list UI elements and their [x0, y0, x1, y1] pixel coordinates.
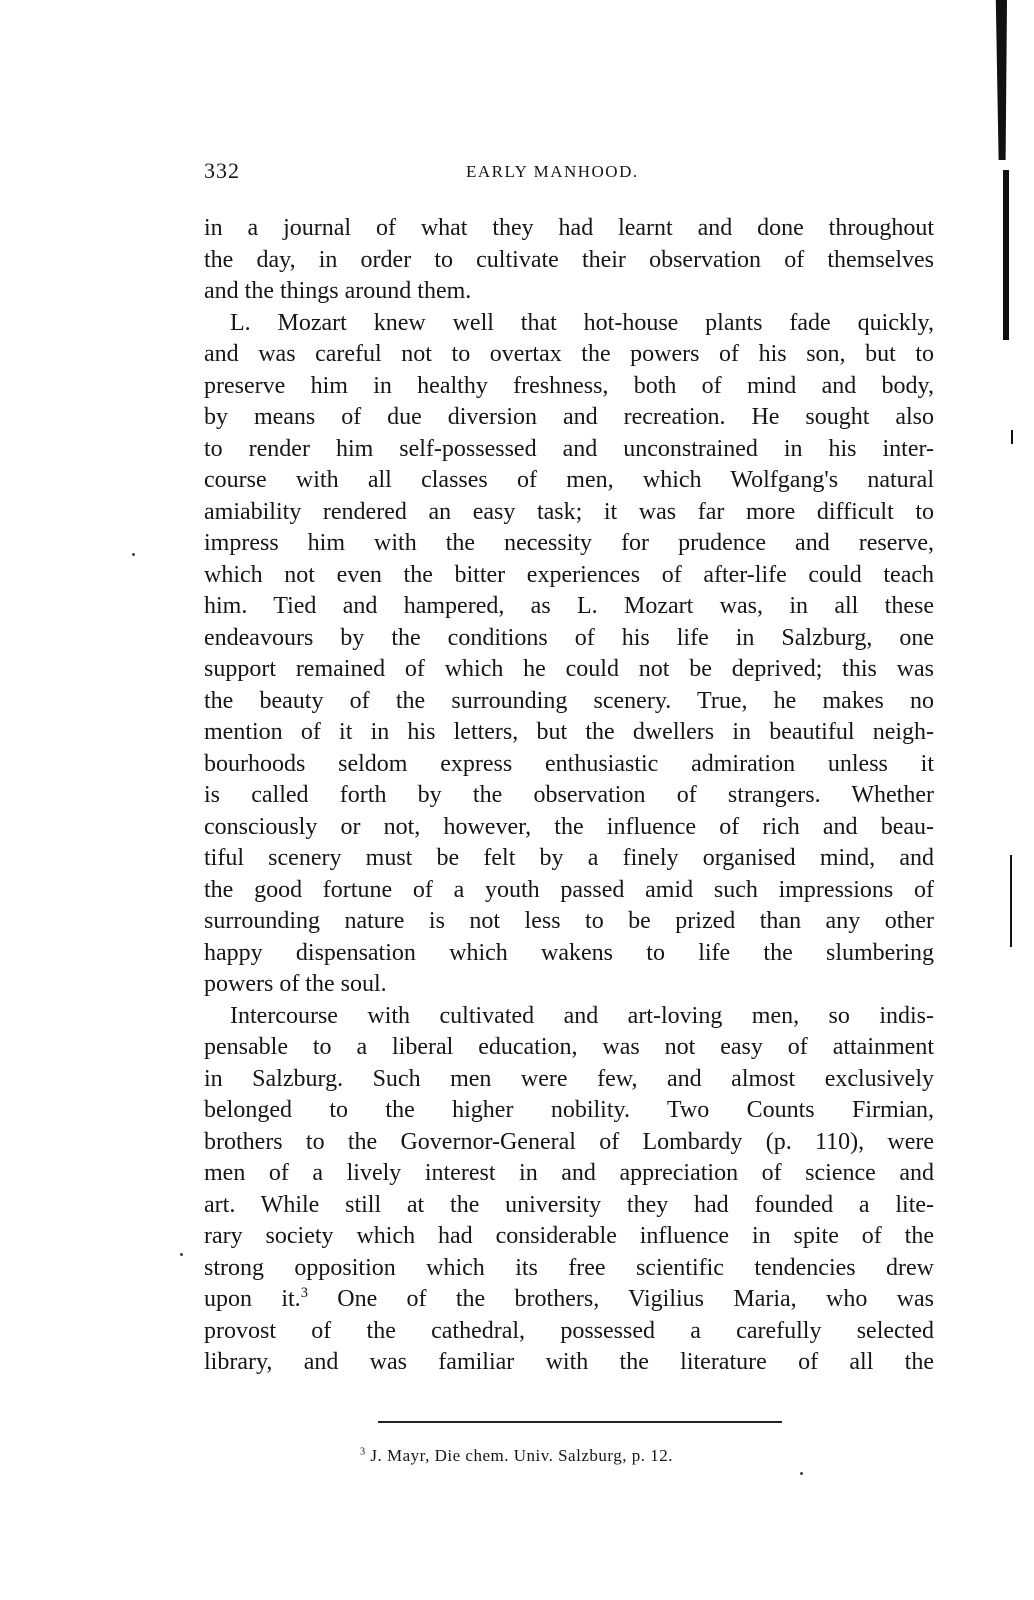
text-line: support remained of which he could not be deprived; this was [204, 656, 934, 682]
page-edge-mark [1003, 170, 1009, 340]
text-line: and was careful not to overtax the powers of his son, but to [204, 341, 934, 367]
text-line: strong opposition which its free scientific tendencies drew [204, 1254, 934, 1281]
footnote-text: J. Mayr, Die chem. Univ. Salzburg, p. 12. [370, 1446, 673, 1465]
text-line: art. While still at the university they had founded a lite- [204, 1191, 934, 1218]
text-line: powers of the soul. [204, 971, 387, 997]
page-edge-mark [993, 0, 1007, 160]
text-line: course with all classes of men, which Wolfgang's natural [204, 467, 934, 493]
text-line: mention of it in his letters, but the dwellers in beautiful neigh- [204, 719, 934, 745]
text-line: and the things around them. [204, 278, 472, 304]
text-line: the beauty of the surrounding scenery. True, he makes no [204, 687, 934, 714]
text-line: preserve him in healthy freshness, both of mind and body, [204, 372, 934, 399]
text-line: is called forth by the observation of strangers. Whether [204, 782, 934, 808]
text-line: consciously or not, however, the influence of rich and beau- [204, 813, 934, 840]
text-segment: One of the brothers, Vigilius Maria, who was [307, 1286, 934, 1312]
text-line: brothers to the Governor-General of Lombardy (p. 110), were [204, 1128, 934, 1155]
text-line: L. Mozart knew well that hot-house plants fade quickly, [230, 309, 934, 336]
text-line: amiability rendered an easy task; it was far more difficult to [204, 498, 934, 525]
speck [800, 1472, 803, 1475]
text-line: which not even the bitter experiences of after-life could teach [204, 561, 934, 588]
text-line: library, and was familiar with the literature of all the [204, 1349, 934, 1375]
text-line: in a journal of what they had learnt and done throughout [204, 215, 934, 241]
text-line: by means of due diversion and recreation. He sought also [204, 404, 934, 430]
page-number: 332 [204, 158, 240, 183]
text-line: impress him with the necessity for prudence and reserve, [204, 530, 934, 556]
text-segment: upon it. [204, 1286, 301, 1312]
body-text [204, 213, 934, 1379]
footnote [360, 1446, 780, 1466]
text-line: provost of the cathedral, possessed a carefully selected [204, 1317, 934, 1344]
text-line: bourhoods seldom express enthusiastic admiration unless it [204, 750, 934, 777]
footnote-ref[interactable]: 3 [300, 1285, 308, 1301]
text-line: pensable to a liberal education, was not easy of attainment [204, 1034, 934, 1060]
text-line: endeavours by the conditions of his life in Salzburg, one [204, 624, 934, 651]
text-line: Intercourse with cultivated and art-loving men, so indis- [230, 1002, 934, 1029]
page-edge-mark [1011, 430, 1013, 444]
footnote-marker: 3 [360, 1446, 366, 1458]
text-line-with-footnote-ref [204, 1284, 934, 1316]
text-line: to render him self-possessed and unconstrained in his inter- [204, 435, 934, 462]
running-head [204, 158, 934, 188]
text-line: the good fortune of a youth passed amid such impressions of [204, 876, 934, 903]
text-line: in Salzburg. Such men were few, and almost exclusively [204, 1065, 934, 1092]
text-line: men of a lively interest in and appreciation of science and [204, 1160, 934, 1186]
running-title: EARLY MANHOOD. [466, 162, 639, 181]
speck [180, 1253, 183, 1256]
text-line: him. Tied and hampered, as L. Mozart was, in all these [204, 593, 934, 619]
text-line: happy dispensation which wakens to life the slumbering [204, 939, 934, 966]
text-line: the day, in order to cultivate their observation of themselves [204, 246, 934, 273]
speck [132, 553, 135, 556]
text-line: tiful scenery must be felt by a finely organised mind, and [204, 845, 934, 871]
page-edge-mark [1010, 855, 1012, 947]
text-line: rary society which had considerable influence in spite of the [204, 1223, 934, 1249]
text-line: belonged to the higher nobility. Two Counts Firmian, [204, 1097, 934, 1123]
text-line: surrounding nature is not less to be prized than any other [204, 908, 934, 934]
footnote-rule [378, 1421, 782, 1423]
